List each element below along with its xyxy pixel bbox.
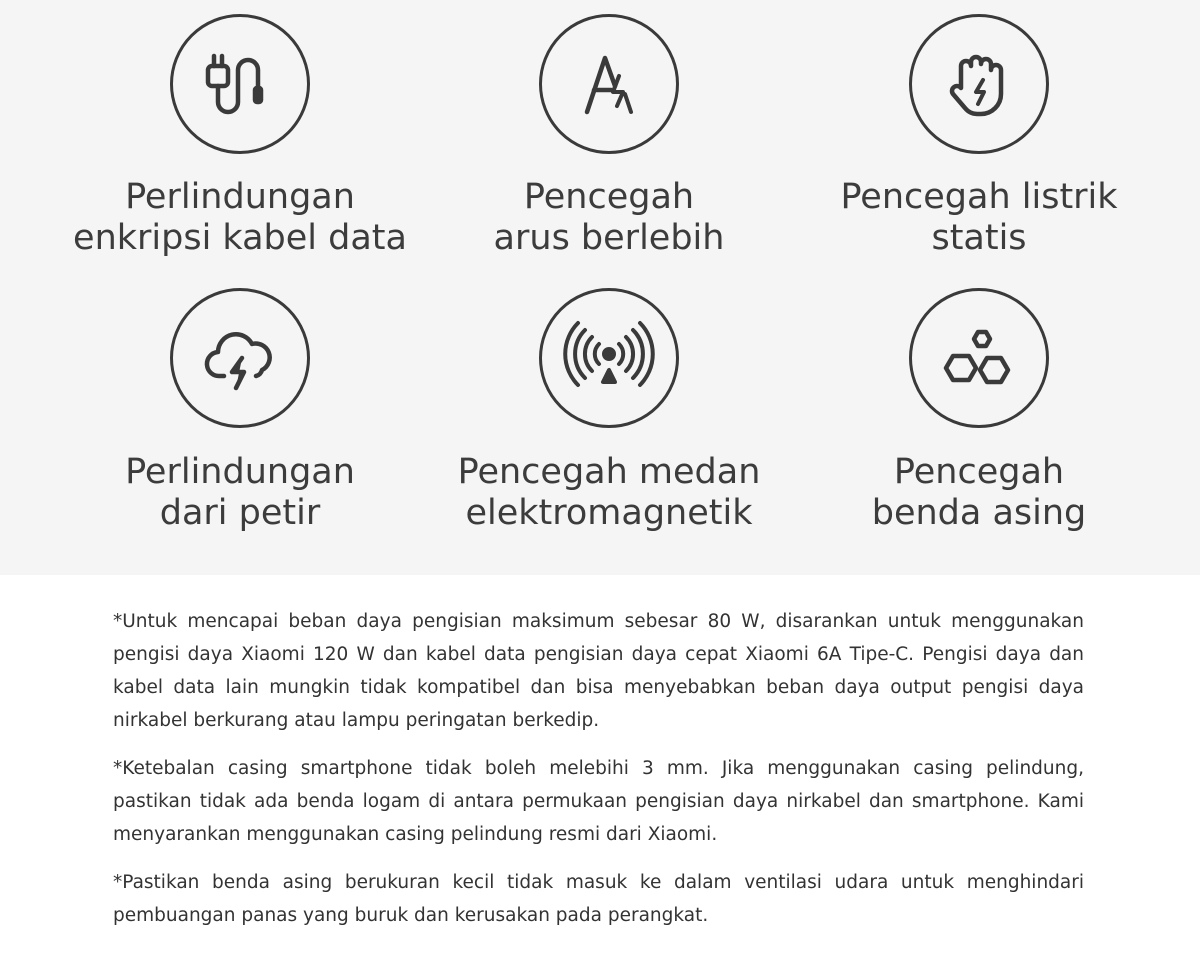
footnote-charging-power: *Untuk mencapai beban daya pengisian maksimum sebesar 80 W, disarankan untuk menggunakan pengisi daya Xiaomi 120 W dan kabel data pengisian daya cepat Xiaomi 6A Tipe-C. Pengisi daya dan kabel data lain mungkin tidak kompatibel dan bisa menyebabkan beban daya output pengisi daya nirkabel berkurang atau lampu peringatan berkedip.: [113, 611, 1084, 731]
footnote-case-thickness: *Ketebalan casing smartphone tidak boleh melebihi 3 mm. Jika menggunakan casing pelindung, pastikan tidak ada benda logam di antara permukaan pengisian daya nirkabel dan smartphone. Kami menyarankan menggunakan casing pelindung resmi dari Xiaomi.: [113, 758, 1084, 845]
feature-label: Pencegah benda asing: [871, 452, 1087, 533]
overcurrent-a-bolt-icon: [539, 14, 679, 154]
hexagons-icon: [909, 288, 1049, 428]
feature-label: Pencegah arus berlebih: [493, 177, 725, 258]
footnote-foreign-objects: *Pastikan benda asing berukuran kecil tidak masuk ke dalam ventilasi udara untuk menghindari pembuangan panas yang buruk dan kerusakan pada perangkat.: [113, 872, 1084, 926]
cable-plug-icon: [170, 14, 310, 154]
feature-label: Perlindungan enkripsi kabel data: [73, 177, 407, 258]
feature-label: Pencegah medan elektromagnetik: [457, 452, 761, 533]
hand-bolt-icon: [909, 14, 1049, 154]
cloud-lightning-icon: [170, 288, 310, 428]
feature-label: Pencegah listrik statis: [840, 177, 1118, 258]
footnotes: [113, 605, 1084, 947]
feature-label: Perlindungan dari petir: [125, 452, 355, 533]
radio-waves-icon: [539, 288, 679, 428]
